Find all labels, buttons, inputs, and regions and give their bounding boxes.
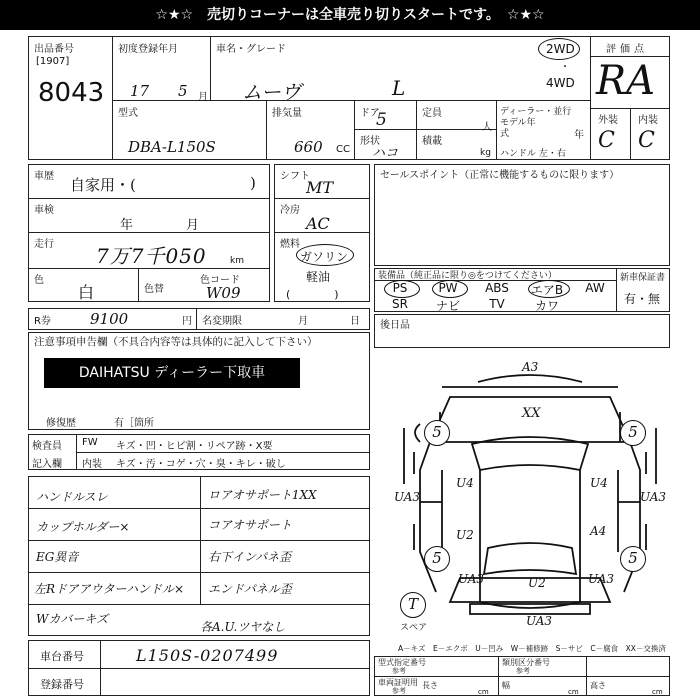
- note-8: エンドパネル歪: [208, 582, 292, 596]
- diag-left-rear-door: U2: [456, 528, 474, 542]
- year-unit: 年: [574, 130, 584, 141]
- fuel-gas: ガソリン: [300, 250, 349, 264]
- diag-trunk: U2: [528, 576, 546, 590]
- note-4: コアオサポート: [208, 518, 292, 532]
- equip-pw: PW: [438, 281, 458, 295]
- shift-label: シフト: [280, 171, 310, 182]
- diag-rear-bumper: UA3: [526, 614, 553, 628]
- form2-label: 類別区分番号: [502, 658, 550, 667]
- exterior-value: C: [598, 128, 615, 153]
- lot-number: 8043: [38, 78, 105, 108]
- name-change-day: 日: [350, 316, 360, 327]
- color-code-label: 色コード: [200, 275, 240, 286]
- interior-value: C: [638, 128, 655, 153]
- recycle-label: R券: [34, 316, 51, 327]
- form3-sub: 参考: [392, 687, 406, 695]
- inspection-month-unit: 月: [186, 218, 200, 233]
- equipment-label: 装備品（純正品に限り◎をつけてください）: [378, 271, 557, 281]
- name-change-month: 月: [298, 316, 308, 327]
- history-label: 車歴: [34, 171, 54, 182]
- reg-month: 5: [178, 82, 188, 100]
- repair-value: 有［箇所: [114, 418, 154, 429]
- diag-roof: A3: [522, 360, 539, 374]
- note-9: Wカバーキズ: [36, 612, 109, 626]
- history-value: 自家用・(: [70, 176, 136, 194]
- inspection-label: 車検: [34, 205, 54, 216]
- shape-label: 形状: [360, 136, 380, 147]
- note-6: 右下インパネ歪: [208, 550, 292, 564]
- recycle-value: 9100: [90, 310, 129, 328]
- cm-unit-3: cm: [652, 688, 663, 696]
- equip-airbag: エアB: [530, 283, 564, 297]
- ac-label: 冷房: [280, 205, 300, 216]
- shape-value: ハコ: [372, 146, 399, 161]
- cm-unit-2: cm: [568, 688, 579, 696]
- fuel-diesel: 軽油: [306, 270, 331, 284]
- equip-ps-circle: [384, 280, 420, 298]
- sales-point-label: セールスポイント（正常に機能するものに限ります）: [380, 170, 620, 181]
- color-value: 白: [78, 283, 95, 302]
- yen-unit: 円: [182, 316, 192, 327]
- inspector-row2-tag: 内装: [82, 459, 102, 470]
- lot-code: [1907]: [36, 56, 70, 67]
- equip-pw-circle: [432, 280, 468, 298]
- interior-label: 内装: [638, 115, 658, 126]
- fuel-gas-circle: [296, 244, 354, 266]
- diag-bonnet: XX: [522, 406, 541, 421]
- grade: L: [392, 76, 406, 100]
- width-label: 幅: [502, 681, 510, 690]
- note-7: 左Rドアアウターハンドル×: [34, 582, 185, 596]
- model-value: DBA-L150S: [128, 138, 216, 156]
- reg-no-label: 登録番号: [40, 678, 84, 691]
- equip-leather: カワ: [534, 299, 559, 313]
- inspector-label-1: 検査員: [32, 441, 62, 452]
- later-items-section: [374, 314, 670, 348]
- note-1: ハンドルスレ: [36, 490, 108, 504]
- form1-sub: 参考: [392, 667, 406, 675]
- load-label: 積載: [422, 136, 442, 147]
- chassis-value: L150S-0207499: [136, 646, 279, 665]
- cm-unit-1: cm: [478, 688, 489, 696]
- equip-abs: ABS: [485, 281, 509, 295]
- new-car-label: 新車保証書: [620, 273, 666, 283]
- diag-right-mid-circle: 5: [620, 546, 646, 572]
- diag-left-side: UA3: [394, 490, 421, 504]
- cc-unit: CC: [336, 144, 350, 155]
- equip-navi: ナビ: [435, 299, 460, 313]
- mileage-label: 走行: [34, 239, 54, 250]
- model-year-label: モデル年式: [500, 118, 536, 139]
- form1-label: 型式指定番号: [378, 658, 426, 667]
- diag-right-top-circle: 5: [620, 420, 646, 446]
- length-label: 長さ: [422, 681, 438, 690]
- drive-4wd: 4WD: [546, 76, 575, 90]
- drive-2wd-circle: [538, 38, 580, 60]
- capacity-label: 定員: [422, 108, 442, 119]
- inspection-year-unit: 年: [120, 218, 134, 233]
- equip-sr: SR: [392, 297, 408, 311]
- inspector-label-2: 記入欄: [32, 459, 62, 470]
- diag-left-rear-fender: UA3: [458, 572, 485, 586]
- inspector-row1: キズ・凹・ヒビ割・リペア跡・X要: [116, 441, 273, 452]
- name-label: 車名・グレード: [216, 44, 286, 55]
- inspector-row1-tag: FW: [82, 437, 98, 448]
- later-items-label: 後日品: [380, 320, 410, 331]
- diag-left-mid-circle: 5: [424, 546, 450, 572]
- recycle-row: [28, 308, 370, 330]
- diag-left-front-door: U4: [456, 476, 474, 490]
- handle-label: ハンドル 左・右: [500, 149, 566, 159]
- note-2: ロアオサポート1XX: [208, 488, 317, 502]
- doors-value: 5: [376, 110, 387, 130]
- form2-sub: 参考: [516, 667, 530, 675]
- reg-label: 初度登録年月: [118, 44, 178, 55]
- color-code-value: W09: [206, 284, 241, 302]
- dealer-label: ディーラー・並行: [500, 107, 572, 117]
- equip-ps: PS: [392, 281, 408, 295]
- lot-label: 出品番号: [34, 44, 74, 55]
- color-label: 色: [34, 275, 44, 286]
- diag-right-rear-door: A4: [590, 524, 607, 538]
- top-banner: ☆★☆ 売切りコーナーは全車売り切りスタートです。 ☆★☆: [0, 0, 700, 30]
- fuel-other: ( ): [286, 288, 339, 301]
- color-change-label: 色替: [144, 284, 164, 295]
- car-name: ムーヴ: [242, 80, 301, 104]
- diag-left-top-circle: 5: [424, 420, 450, 446]
- fuel-label: 燃料: [280, 239, 300, 250]
- ac-value: AC: [306, 214, 330, 233]
- diag-right-front-door: U4: [590, 476, 608, 490]
- shift-value: MT: [306, 178, 334, 197]
- diagram-legend: A－キズ E－エクボ U－凹み W－補修跡 S－サビ C－腐食 XX－交換済: [398, 644, 666, 653]
- notes-label: 注意事項申告欄（不具合内容等は具体的に記入して下さい）: [34, 336, 318, 348]
- drive-2wd: 2WD: [546, 42, 575, 56]
- drive-dot: ・: [560, 62, 570, 73]
- model-label: 型式: [118, 108, 138, 119]
- score-value: RA: [596, 58, 656, 104]
- new-car-options: 有・無: [624, 292, 661, 306]
- note-5: EG異音: [36, 550, 79, 564]
- km-unit: km: [230, 256, 244, 266]
- note-3: カップホルダー×: [36, 520, 130, 534]
- note-10: 各A.U.ツヤなし: [200, 620, 286, 634]
- chassis-label: 車台番号: [40, 650, 84, 663]
- exterior-label: 外装: [598, 115, 618, 126]
- equip-tv: TV: [489, 297, 505, 311]
- diag-spare-circle: T: [400, 592, 426, 618]
- kg-unit: kg: [480, 148, 491, 158]
- history-close: ): [250, 174, 256, 192]
- person-unit: 人: [482, 122, 492, 133]
- form3-label: 車両証明用: [378, 678, 418, 687]
- height-label: 高さ: [590, 681, 606, 690]
- equip-aw: AW: [585, 281, 605, 295]
- reg-month-unit: 月: [198, 92, 208, 103]
- diag-spare-label: スペア: [400, 623, 428, 633]
- diag-right-side: UA3: [640, 490, 667, 504]
- repair-label: 修復歴: [46, 418, 76, 429]
- equip-airbag-circle: [528, 280, 570, 298]
- diag-right-rear-fender: UA3: [588, 572, 615, 586]
- displacement-label: 排気量: [272, 108, 302, 119]
- score-label: 評価点: [606, 44, 648, 55]
- name-change-label: 名変期限: [202, 316, 242, 327]
- doors-label: ドア: [360, 108, 380, 119]
- mileage-value: 7万7千050: [96, 244, 207, 268]
- inspector-row2: キズ・汚・コゲ・穴・臭・キレ・破し: [116, 459, 286, 470]
- dealer-trade-banner: DAIHATSU ディーラー下取車: [44, 358, 300, 388]
- reg-year: 17: [130, 82, 150, 100]
- displacement-value: 660: [294, 138, 323, 156]
